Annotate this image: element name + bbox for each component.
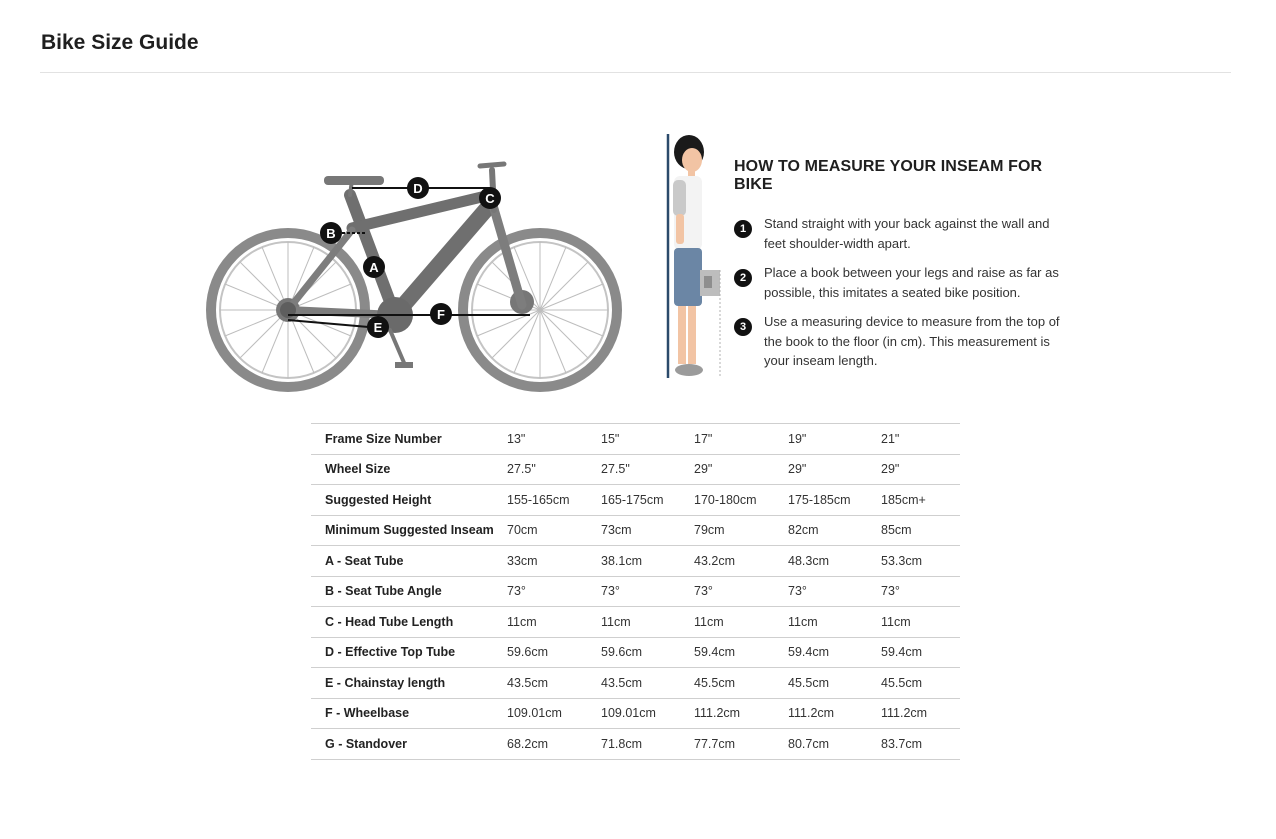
table-cell: 11cm xyxy=(507,614,537,629)
row-label: B - Seat Tube Angle xyxy=(325,584,442,599)
instruction-step xyxy=(734,263,1074,302)
marker-d xyxy=(407,177,429,199)
table-cell: 59.4cm xyxy=(788,645,829,660)
table-cell: 48.3cm xyxy=(788,553,829,568)
instructions-title: HOW TO MEASURE YOUR INSEAM FOR BIKE xyxy=(734,158,1043,193)
table-row xyxy=(311,515,960,546)
table-cell: 11cm xyxy=(881,614,911,629)
page-title: Bike Size Guide xyxy=(41,31,199,54)
row-label: A - Seat Tube xyxy=(325,553,404,568)
table-cell: 45.5cm xyxy=(694,675,735,690)
instruction-step xyxy=(734,312,1074,371)
table-cell: 165-175cm xyxy=(601,492,664,507)
inseam-instructions xyxy=(734,158,1074,381)
row-label: G - Standover xyxy=(325,736,407,751)
table-cell: 43.5cm xyxy=(507,675,548,690)
table-cell: 53.3cm xyxy=(881,553,922,568)
table-cell: 70cm xyxy=(507,523,538,538)
table-cell: 29" xyxy=(694,462,713,477)
table-cell: 73° xyxy=(601,584,620,599)
table-cell: 43.2cm xyxy=(694,553,735,568)
table-cell: 59.6cm xyxy=(601,645,642,660)
table-cell: 77.7cm xyxy=(694,736,735,751)
person-measuring-illustration xyxy=(660,130,730,382)
marker-c xyxy=(479,187,501,209)
row-label: Wheel Size xyxy=(325,462,391,477)
table-cell: 43.5cm xyxy=(601,675,642,690)
table-row xyxy=(311,607,960,638)
size-guide-table xyxy=(311,423,960,760)
table-cell: 38.1cm xyxy=(601,553,642,568)
table-row xyxy=(311,454,960,485)
table-cell: 111.2cm xyxy=(788,706,835,721)
row-label: Minimum Suggested Inseam xyxy=(325,523,494,538)
title-divider xyxy=(40,72,1231,73)
table-cell: 59.6cm xyxy=(507,645,548,660)
svg-text:D: D xyxy=(413,181,423,196)
svg-text:A: A xyxy=(369,260,379,275)
row-label: Suggested Height xyxy=(325,492,432,507)
row-label: F - Wheelbase xyxy=(325,706,410,721)
table-row xyxy=(311,576,960,607)
svg-text:F: F xyxy=(437,307,445,322)
table-cell: 13" xyxy=(507,431,526,446)
table-cell: 59.4cm xyxy=(881,645,922,660)
marker-a xyxy=(363,256,385,278)
svg-text:B: B xyxy=(326,226,336,241)
table-cell: 73° xyxy=(507,584,526,599)
table-row xyxy=(311,485,960,516)
table-row xyxy=(311,546,960,577)
table-cell: 17" xyxy=(694,431,713,446)
table-cell: 19" xyxy=(788,431,807,446)
table-cell: 71.8cm xyxy=(601,736,642,751)
table-cell: 80.7cm xyxy=(788,736,829,751)
step-text: Stand straight with your back against the wall and feet shoulder-width apart. xyxy=(764,216,1050,251)
table-cell: 11cm xyxy=(788,614,818,629)
table-cell: 111.2cm xyxy=(694,706,741,721)
table-cell: 45.5cm xyxy=(788,675,829,690)
front-wheel xyxy=(463,233,617,387)
table-cell: 68.2cm xyxy=(507,736,548,751)
table-cell: 79cm xyxy=(694,523,725,538)
instruction-step xyxy=(734,214,1074,253)
table-cell: 155-165cm xyxy=(507,492,570,507)
svg-text:C: C xyxy=(485,191,495,206)
table-cell: 73° xyxy=(881,584,900,599)
table-cell: 11cm xyxy=(601,614,631,629)
table-cell: 11cm xyxy=(694,614,724,629)
table-cell: 170-180cm xyxy=(694,492,757,507)
marker-f xyxy=(430,303,452,325)
step-number-badge: 3 xyxy=(734,318,752,336)
svg-text:E: E xyxy=(373,320,383,335)
table-cell: 15" xyxy=(601,431,620,446)
table-row xyxy=(311,424,960,455)
table-cell: 27.5" xyxy=(601,462,630,477)
table-cell: 59.4cm xyxy=(694,645,735,660)
bike-illustration xyxy=(200,150,630,400)
table-cell: 82cm xyxy=(788,523,819,538)
table-row xyxy=(311,729,960,760)
marker-e xyxy=(367,316,389,338)
row-label: C - Head Tube Length xyxy=(325,614,454,629)
table-cell: 73° xyxy=(788,584,807,599)
table-cell: 111.2cm xyxy=(881,706,928,721)
table-cell: 73° xyxy=(694,584,713,599)
step-number-badge: 2 xyxy=(734,269,752,287)
step-number-badge: 1 xyxy=(734,220,752,238)
table-row xyxy=(311,698,960,729)
table-cell: 33cm xyxy=(507,553,538,568)
table-cell: 45.5cm xyxy=(881,675,922,690)
step-text: Place a book between your legs and raise as far as possible, this imitates a seated bike position. xyxy=(764,265,1059,300)
table-row xyxy=(311,668,960,699)
step-text: Use a measuring device to measure from the top of the book to the floor (in cm). This measurement is your inseam length. xyxy=(764,314,1060,368)
table-cell: 27.5" xyxy=(507,462,536,477)
table-cell: 73cm xyxy=(601,523,632,538)
table-row xyxy=(311,637,960,668)
row-label: D - Effective Top Tube xyxy=(325,645,456,660)
table-cell: 109.01cm xyxy=(601,706,656,721)
table-cell: 85cm xyxy=(881,523,912,538)
marker-b xyxy=(320,222,342,244)
table-cell: 29" xyxy=(788,462,807,477)
table-cell: 21" xyxy=(881,431,900,446)
table-cell: 83.7cm xyxy=(881,736,922,751)
table-cell: 29" xyxy=(881,462,900,477)
row-label: Frame Size Number xyxy=(325,431,442,446)
table-cell: 185cm+ xyxy=(881,492,926,507)
table-cell: 109.01cm xyxy=(507,706,562,721)
row-label: E - Chainstay length xyxy=(325,675,446,690)
table-cell: 175-185cm xyxy=(788,492,851,507)
